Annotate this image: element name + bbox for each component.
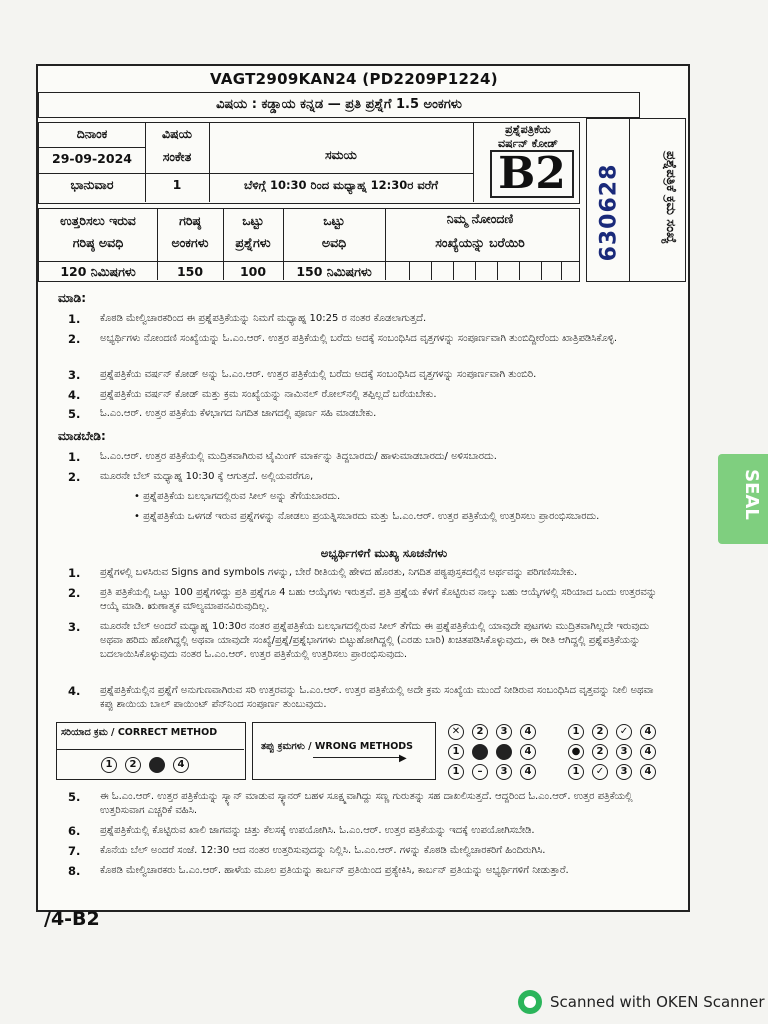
serial-number-label: ಪ್ರಶ್ನೆಪತ್ರಿಕೆ ಕ್ರಮ ಸಂಖ್ಯೆ [662,151,678,244]
option-circle: 2 [472,724,488,740]
max-answer-time-label: ಉತ್ತರಿಸಲು ಇರುವ [60,213,136,228]
option-circle: 1 [568,724,584,740]
total-duration-label-2: ಅವಧಿ [321,235,347,250]
dos-item: 1. ಕೊಠಡಿ ಮೇಲ್ವಿಚಾರಕರಿಂದ ಈ ಪ್ರಶ್ನೆಪತ್ರಿಕೆಯನ್ನು ನಿಮಗೆ ಮಧ್ಯಾಹ್ನ 10:25 ರ ನಂತರ ಕೊಡಲಾಗುತ್ತದೆ. [68,312,427,326]
paper-code: VAGT2909KAN24 (PD2209P1224) [210,70,498,88]
donts-item: 1. ಓ.ಎಂ.ಆರ್. ಉತ್ತರ ಪತ್ರಿಕೆಯಲ್ಲಿ ಮುದ್ರಿತವಾಗಿರುವ ಟೈಮಿಂಗ್ ಮಾರ್ಕನ್ನು ತಿದ್ದಬಾರದು/ ಹಾಳುಮಾಡಬಾರದು/ ಅಳಿಸಬಾರದು. [68,450,497,464]
wrong-example-dot-icon: ● [568,744,584,760]
option-circle: 2 [592,724,608,740]
date-value: 29-09-2024 [52,151,132,166]
donts-item: 2. ಮೂರನೇ ಬೆಲ್ ಮಧ್ಯಾಹ್ನ 10:30 ಕ್ಕೆ ಆಗುತ್ತದೆ. ಅಲ್ಲಿಯವರೆಗೂ, [68,470,314,484]
option-circle: 4 [640,764,656,780]
dos-item: 4. ಪ್ರಶ್ನೆಪತ್ರಿಕೆಯ ವರ್ಷನ್ ಕೋಡ್ ಮತ್ತು ಕ್ರಮ ಸಂಖ್ಯೆಯನ್ನು ನಾಮಿನಲ್ ರೋಲ್‌ನಲ್ಲಿ ತಪ್ಪಿಲ್ಲದೆ ಬರೆಯಬೇಕು. [68,388,437,402]
time-label: ಸಮಯ [325,147,357,162]
instruction-item: 7. ಕೊನೆಯ ಬೆಲ್ ಅಂದರೆ ಸಂಜೆ. 12:30 ಆದ ನಂತರ ಉತ್ತರಿಸುವುದನ್ನು ನಿಲ್ಲಿಸಿ. ಓ.ಎಂ.ಆರ್. ಗಳನ್ನು ಕೊಠಡಿ ಮೇಲ್ವಿಚಾರಕರಿಗೆ ಹಿಂದಿರುಗಿಸಿ. [68,844,546,858]
option-circle: 3 [616,744,632,760]
option-circle-filled [149,757,165,773]
wrong-example-partial-icon [472,744,488,760]
version-code-label-2: ವರ್ಷನ್ ಕೋಡ್ [498,137,558,150]
total-questions-value: 100 [239,264,267,279]
subject-code-label-2: ಸಂಕೇತ [162,149,192,164]
wrong-example-partial-icon [496,744,512,760]
instruction-item: 5. ಈ ಓ.ಎಂ.ಆರ್. ಉತ್ತರ ಪತ್ರಿಕೆಯನ್ನು ಸ್ಕ್ಯಾನ್ ಮಾಡುವ ಸ್ಕ್ಯಾನರ್ ಬಹಳ ಸೂಕ್ಷ್ಮವಾಗಿದ್ದು ಸಣ್ಣ ಗುರುತನ್ನು ಸಹ ದಾಖಲಿಸುತ್ತದೆ. ಆದ್ದರಿಂದ ಓ.ಎಂ.ಆರ್. ಉತ್ತರ ಪತ್ರಿಕೆಯಲ್ಲಿ ಉತ್ತರಿಸುವಾಗ ಎಚ್ಚರಿಕೆ ವಹಿಸಿ. [68,790,633,816]
total-duration-label: ಒಟ್ಟು [323,213,345,228]
version-code-box: B2 [490,150,574,198]
total-questions-label-2: ಪ್ರಶ್ನೆಗಳು [235,235,271,250]
option-circle: 1 [448,764,464,780]
wrong-example-tick-icon: ✓ [592,764,608,780]
serial-number: 630628 [596,163,622,262]
max-answer-time-label-2: ಗರಿಷ್ಠ ಅವಧಿ [72,235,124,250]
wrong-example-tick-icon: ✓ [616,724,632,740]
option-circle: 3 [496,764,512,780]
donts-bullet: • ಪ್ರಶ್ನೆಪತ್ರಿಕೆಯ ಒಳಗಡೆ ಇರುವ ಪ್ರಶ್ನೆಗಳನ್ನು ನೋಡಲು ಪ್ರಯತ್ನಿಸಬಾರದು ಮತ್ತು ಓ.ಎಂ.ಆರ್. ಉತ್ತರ ಪತ್ರಿಕೆಯಲ್ಲಿ ಉತ್ತರಿಸಲು ಪ್ರಾರಂಭಿಸಬಾರದು. [134,511,600,522]
option-circle: 3 [496,724,512,740]
instruction-item: 4. ಪ್ರಶ್ನೆಪತ್ರಿಕೆಯಲ್ಲಿನ ಪ್ರಶ್ನೆಗೆ ಅನುಗುಣವಾಗಿರುವ ಸರಿ ಉತ್ತರವನ್ನು ಓ.ಎಂ.ಆರ್. ಉತ್ತರ ಪತ್ರಿಕೆಯಲ್ಲಿ ಅದೇ ಕ್ರಮ ಸಂಖ್ಯೆಯ ಮುಂದೆ ನೀಡಿರುವ ಸಂಬಂಧಿಸಿದ ವೃತ್ತವನ್ನು ನೀಲಿ ಅಥವಾ ಕಪ್ಪು ಶಾಯಿಯ ಬಾಲ್ ಪಾಯಿಂಟ್ ಪೆನ್‌ನಿಂದ ಸಂಪೂರ್ಣ ತುಂಬುವುದು. [68,684,654,710]
subject-code-value: 1 [172,177,182,192]
option-circle: 1 [448,744,464,760]
date-label: ದಿನಾಂಕ [76,126,108,141]
option-circle: 3 [616,764,632,780]
option-circle: 4 [640,744,656,760]
instruction-item: 6. ಪ್ರಶ್ನೆಪತ್ರಿಕೆಯಲ್ಲಿ ಕೊಟ್ಟಿರುವ ಖಾಲಿ ಜಾಗವನ್ನು ಚಿತ್ತು ಕೆಲಸಕ್ಕೆ ಉಪಯೋಗಿಸಿ. ಓ.ಎಂ.ಆರ್. ಉತ್ತರ ಪತ್ರಿಕೆಯನ್ನು ಇದಕ್ಕೆ ಉಪಯೋಗಿಸಬೇಡಿ. [68,824,535,838]
scanner-logo-icon [518,990,542,1014]
dos-item: 5. ಓ.ಎಂ.ಆರ್. ಉತ್ತರ ಪತ್ರಿಕೆಯ ಕೆಳಭಾಗದ ನಿಗದಿತ ಜಾಗದಲ್ಲಿ ಪೂರ್ಣ ಸಹಿ ಮಾಡಬೇಕು. [68,407,377,421]
option-circle: 4 [520,744,536,760]
option-circle: 4 [640,724,656,740]
correct-method-box [56,722,246,780]
important-instructions-heading: ಅಭ್ಯರ್ಥಿಗಳಿಗೆ ಮುಖ್ಯ ಸೂಚನೆಗಳು [320,546,448,560]
option-circle: 1 [568,764,584,780]
scanner-text: Scanned with OKEN Scanner [550,993,765,1011]
wrong-methods-box [252,722,436,780]
time-value: ಬೆಳಿಗ್ಗೆ 10:30 ರಿಂದ ಮಧ್ಯಾಹ್ನ 12:30ರ ವರೆಗೆ [244,178,438,192]
wrong-example-dash-icon: – [472,764,488,780]
day-value: ಭಾನುವಾರ [70,177,114,192]
seal-tab[interactable] [718,454,768,544]
donts-heading: ಮಾಡಬೇಡಿ: [58,429,106,443]
donts-bullet: • ಪ್ರಶ್ನೆಪತ್ರಿಕೆಯ ಬಲಭಾಗದಲ್ಲಿರುವ ಸೀಲ್ ಅನ್ನು ತೆಗೆಯಬಾರದು. [134,491,341,502]
registration-label-2: ಸಂಖ್ಯೆಯನ್ನು ಬರೆಯಿರಿ [435,235,525,250]
subject-code-label: ವಿಷಯ [162,126,192,141]
option-circle: 4 [173,757,189,773]
marks-duration-grid [38,208,580,282]
max-marks-label: ಗರಿಷ್ಠ [179,213,201,228]
instruction-item: 3. ಮೂರನೇ ಬೆಲ್ ಅಂದರೆ ಮಧ್ಯಾಹ್ನ 10:30ರ ನಂತರ ಪ್ರಶ್ನೆಪತ್ರಿಕೆಯ ಬಲಭಾಗದಲ್ಲಿರುವ ಸೀಲ್ ತೆಗೆದು ಈ ಪ್ರಶ್ನೆಪತ್ರಿಕೆಯಲ್ಲಿ ಯಾವುದೇ ಪುಟಗಳು ಮುದ್ರಿತವಾಗಿಲ್ಲದೇ ಇರುವುದು ಅಥವಾ ಹರಿದು ಹೋಗಿದ್ದಲ್ಲಿ ಅಥವಾ ಯಾವುದೇ ಸಂಖ್ಯೆ/ಪ್ರಶ್ನೆ/ಪ್ರಶ್ನೆಭಾಗಗಳು ಬಿಟ್ಟುಹೋಗಿದ್ದಲ್ಲಿ (ಎರಡು ಬಾರಿ) ಖಚಿತಪಡಿಸಿಕೊಳ್ಳುವುದು, ಈ ರೀತಿ ಆಗಿದ್ದಲ್ಲಿ ಪ್ರಶ್ನೆಪತ್ರಿಕೆಯನ್ನು ಬದಲಾಯಿಸಿಕೊಳ್ಳುವುದು ನಂತರ ಓ.ಎಂ.ಆರ್. ಉತ್ತರ ಪತ್ರಿಕೆಯಲ್ಲಿ ಉತ್ತರಿಸಲು ಪ್ರಾರಂಭಿಸುವುದು. [68,620,650,660]
option-circle: 1 [101,757,117,773]
total-duration-value: 150 ನಿಮಿಷಗಳು [296,264,372,279]
dos-item: 2. ಅಭ್ಯರ್ಥಿಗಳು ನೋಂದಣಿ ಸಂಖ್ಯೆಯನ್ನು ಓ.ಎಂ.ಆರ್. ಉತ್ತರ ಪತ್ರಿಕೆಯಲ್ಲಿ ಬರೆದು ಅದಕ್ಕೆ ಸಂಬಂಧಿಸಿದ ವೃತ್ತಗಳನ್ನು ಸಂಪೂರ್ಣವಾಗಿ ತುಂಬಿದ್ದೀರೆಂದು ಖಾತ್ರಿಪಡಿಸಿಕೊಳ್ಳಿ. [68,332,618,346]
instruction-item: 2. ಪ್ರತಿ ಪತ್ರಿಕೆಯಲ್ಲಿ ಒಟ್ಟು 100 ಪ್ರಶ್ನೆಗಳಿದ್ದು ಪ್ರತಿ ಪ್ರಶ್ನೆಗೂ 4 ಬಹು ಆಯ್ಕೆಗಳು ಇರುತ್ತವೆ. ಪ್ರತಿ ಪ್ರಶ್ನೆಯ ಕೆಳಗೆ ಕೊಟ್ಟಿರುವ ನಾಲ್ಕು ಬಹು ಆಯ್ಕೆಗಳಲ್ಲಿ ಸರಿಯಾದ ಒಂದು ಉತ್ತರವನ್ನು ಆಯ್ಕೆ ಮಾಡಿ. ಋಣಾತ್ಮಕ ಮೌಲ್ಯಮಾಪನವಿರುವುದಿಲ್ಲ. [68,586,657,612]
wrong-methods-label: ತಪ್ಪು ಕ್ರಮಗಳು / WRONG METHODS [261,741,414,752]
scanner-watermark [518,990,765,1014]
arrow-head-icon: ▶ [399,753,407,764]
total-questions-label: ಒಟ್ಟು [242,213,264,228]
option-circle: 2 [592,744,608,760]
wrong-example-crossed-icon: ✕ [448,724,464,740]
option-circle: 2 [125,757,141,773]
footer-page-code: /4-B2 [44,908,100,930]
option-circle: 4 [520,724,536,740]
max-marks-value: 150 [176,264,204,279]
dos-item: 3. ಪ್ರಶ್ನೆಪತ್ರಿಕೆಯ ವರ್ಷನ್ ಕೋಡ್ ಅನ್ನು ಓ.ಎಂ.ಆರ್. ಉತ್ತರ ಪತ್ರಿಕೆಯಲ್ಲಿ ಬರೆದು ಅದಕ್ಕೆ ಸಂಬಂಧಿಸಿದ ವೃತ್ತಗಳನ್ನು ಸಂಪೂರ್ಣವಾಗಿ ತುಂಬಿರಿ. [68,368,537,382]
registration-label: ನಿಮ್ಮ ನೋಂದಣಿ [446,211,514,226]
version-code-label: ಪ್ರಶ್ನೆಪತ್ರಿಕೆಯ [505,123,551,136]
subject-line: ವಿಷಯ : ಕಡ್ಡಾಯ ಕನ್ನಡ — ಪ್ರತಿ ಪ್ರಶ್ನೆಗೆ 1.5 ಅಂಕಗಳು [38,92,640,118]
max-marks-label-2: ಅಂಕಗಳು [171,235,209,250]
instruction-item: 8. ಕೊಠಡಿ ಮೇಲ್ವಿಚಾರಕರು ಓ.ಎಂ.ಆರ್. ಹಾಳೆಯ ಮೂಲ ಪ್ರತಿಯನ್ನು ಕಾರ್ಬನ್ ಪ್ರತಿಯಿಂದ ಪ್ರತ್ಯೇಕಿಸಿ, ಕಾರ್ಬನ್ ಪ್ರತಿಯನ್ನು ಅಭ್ಯರ್ಥಿಗಳಿಗೆ ನೀಡುತ್ತಾರೆ. [68,864,569,878]
arrow-right-icon [313,757,403,758]
seal-label: SEAL [740,469,762,520]
max-answer-time-value: 120 ನಿಮಿಷಗಳು [60,264,136,279]
dos-heading: ಮಾಡಿ: [58,291,87,305]
option-circle: 4 [520,764,536,780]
instruction-item: 1. ಪ್ರಶ್ನೆಗಳಲ್ಲಿ ಬಳಸಿರುವ Signs and symbols ಗಳನ್ನು, ಬೇರೆ ರೀತಿಯಲ್ಲಿ ಹೇಳದ ಹೊರತು, ನಿಗದಿತ ಪಠ್ಯಪುಸ್ತಕದಲ್ಲಿನ ಅರ್ಥವನ್ನು ಪರಿಗಣಿಸಬೇಕು. [68,566,578,580]
correct-method-label: ಸರಿಯಾದ ಕ್ರಮ / CORRECT METHOD [61,727,218,738]
